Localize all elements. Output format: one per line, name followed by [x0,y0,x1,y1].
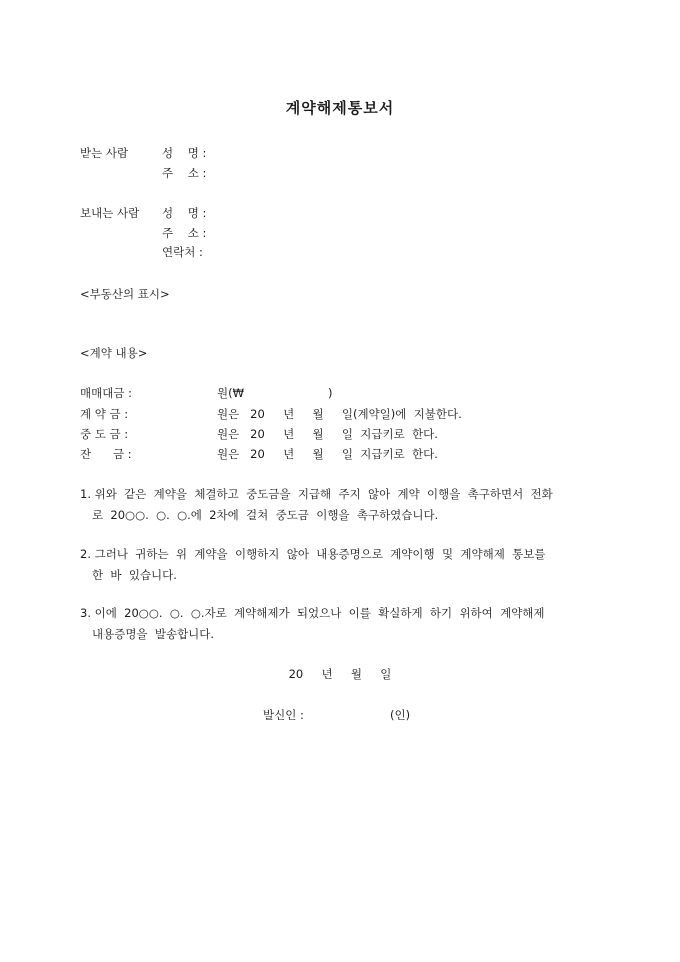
sender-heading: 보내는 사람 [80,206,140,220]
clause-3 [80,603,602,645]
contract-section-heading: <계약 내용> [80,346,148,360]
sender-name-label: 성 명 : [162,206,207,220]
document-title: 계약해제통보서 [285,99,395,117]
clause-2-line-2: 한 바 있습니다. [92,568,177,582]
clause-1 [80,484,602,526]
receiver-name-label: 성 명 : [162,146,207,160]
contract-row-price-text: 원(₩ ) [217,386,333,400]
receiver-address-label: 주 소 : [162,166,207,180]
date-line: 20 년 월 일 [288,667,392,681]
clause-2-line-1: 2. 그러나 귀하는 위 계약을 이행하지 않아 내용증명으로 계약이행 및 계약해제 통보를 [80,547,546,561]
clause-1-line-1: 1. 위와 같은 계약을 체결하고 중도금을 지급해 주지 않아 계약 이행을 촉구하면서 전화 [80,487,553,501]
clause-3-line-2: 내용증명을 발송합니다. [92,627,215,641]
clause-1-line-2: 로 20○○. ○. ○.에 2차에 걸쳐 중도금 이행을 촉구하였습니다. [92,508,439,522]
seal-mark: (인) [390,708,411,722]
contract-row-deposit-label: 계 약 금 : [80,407,129,421]
receiver-heading: 받는 사람 [80,146,129,160]
sender-contact-label: 연락처 : [162,245,203,259]
clause-3-line-1: 3. 이에 20○○. ○. ○.자로 계약해제가 되었으나 이를 확실하게 하기 위하여 계약해제 [80,606,545,620]
contract-row-balance-label: 잔 금 : [80,447,132,461]
contract-row-balance-text: 원은 20 년 월 일 지급키로 한다. [217,447,438,461]
property-section-heading: <부동산의 표시> [80,287,170,301]
signer-label: 발신인 : [263,708,304,722]
contract-row-deposit-text: 원은 20 년 월 일(계약일)에 지불한다. [217,407,462,421]
contract-row-middle-label: 중 도 금 : [80,427,129,441]
sender-address-label: 주 소 : [162,226,207,240]
contract-row-middle-text: 원은 20 년 월 일 지급키로 한다. [217,427,438,441]
contract-row-price-label: 매매대금 : [80,386,132,400]
clause-2 [80,544,602,586]
